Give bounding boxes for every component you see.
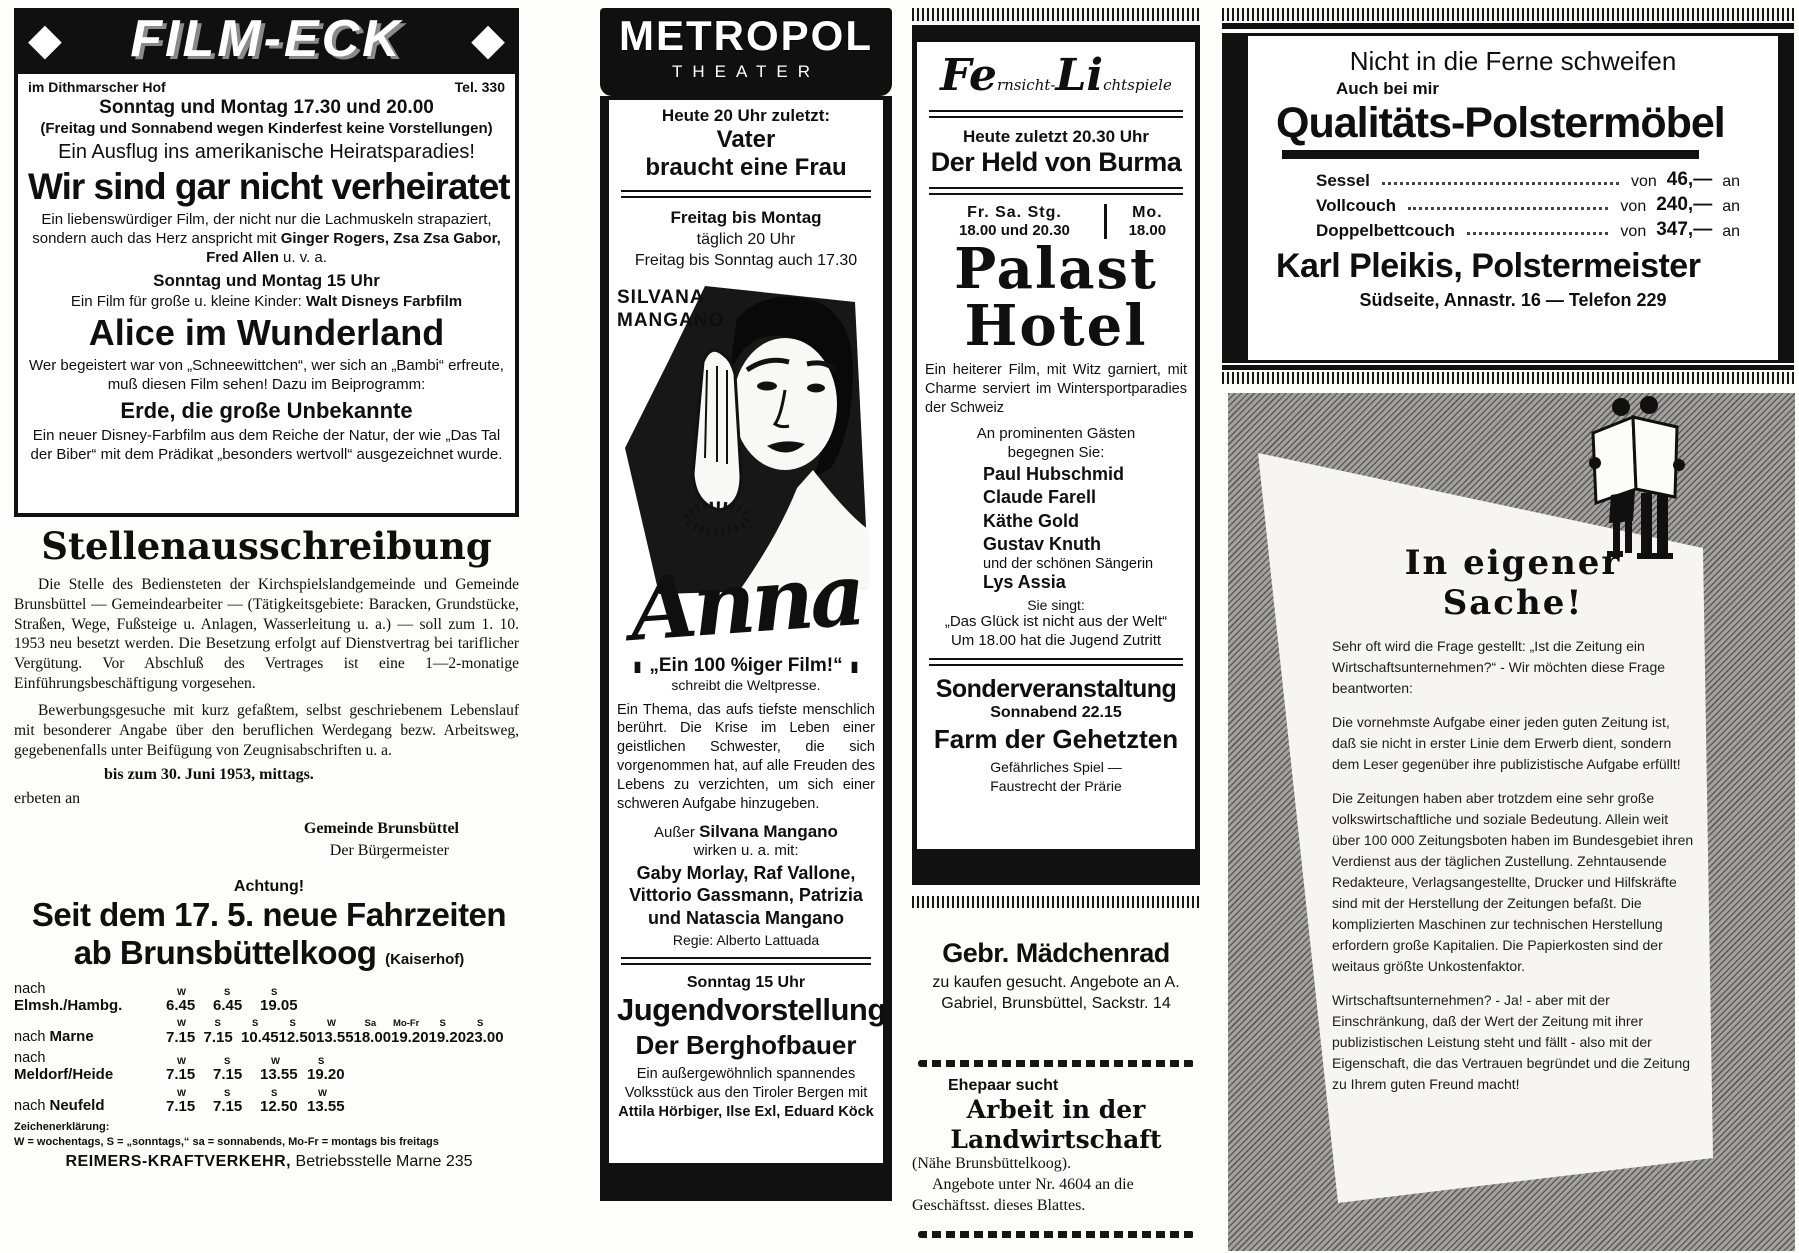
departure-time: 7.15 [166,1098,196,1115]
description-text: Ein außergewöhnlich spannendes Volksstück aus den Tiroler Bergen mit [624,1066,868,1101]
palast-hotel-schedule [925,204,1187,239]
schedule-days-left: Fr. Sa. Stg. [967,204,1062,221]
time-cell [166,988,213,1015]
schedule-day-right: Mo. [1132,204,1163,221]
dot-leader [1467,232,1609,235]
anna-description: Ein Thema, das aufs tiefste menschlich berührt. Die Krise im Leben einer geistlichen Schwester, die sich vorgenommen hat, auf alle Freuden des Lebens zu verzichten, um sich einer schweren Aufgabe hinzugeben. [617,701,875,812]
film-title-hotel: Hotel [964,293,1148,360]
special-event-desc-1: Gefährliches Spiel — [990,759,1122,776]
row-prefix: nach [14,1050,46,1067]
day-tag: W [318,1087,327,1099]
time-cell [204,1019,242,1046]
polstermoebel-ad [1222,33,1794,363]
brand-initial: Li [1055,50,1104,101]
filmeck-note: (Freitag und Sonnabend wegen Kinderfest keine Vorstellungen) [40,120,493,137]
metropol-schedule-1: Freitag bis Montag [670,208,822,228]
description-text: u. v. a. [278,248,327,266]
time-cell [166,1089,213,1116]
day-tag: Mo-Fr [393,1018,420,1030]
price-amount: 347,— [1656,219,1713,240]
press-quote: ▮ „Ein 100 %iger Film!“ ▮ [617,655,875,677]
filmeck-showtime-2: Sonntag und Montag 15 Uhr [153,271,380,291]
anna-cast-line1: Gaby Morlay, Raf Vallone, [636,862,856,883]
metropol-banner [600,8,892,96]
guests-intro-1: An prominenten Gästen [976,424,1136,442]
time-cell [213,1089,260,1116]
star-name-line1: SILVANA [617,286,705,308]
special-event-time: Sonnabend 22.15 [990,704,1122,722]
guests-intro-2: begegnen Sie: [1007,444,1105,462]
fernsicht-ad [912,25,1200,885]
legend-title: Zeichenerklärung: [14,1121,110,1134]
film-title-alice-im-wunderland: Alice im Wunderland [88,312,445,354]
black-rule [1222,23,1794,29]
departure-time: 7.15 [213,1066,243,1084]
press-quote-source: schreibt die Weltpresse. [671,676,821,693]
time-cell [260,1089,307,1116]
timetable-row-neufeld [14,1089,524,1116]
guest-name: Paul Hubschmid [983,463,1125,484]
day-tag: S [289,1018,296,1030]
filmeck-cinema-name: FILM-ECK [130,10,403,68]
day-tag: S [252,1018,259,1030]
carrier-office: Betriebsstelle Marne 235 [291,1152,473,1170]
departure-time: 13.55 [260,1066,298,1084]
departure-time: 7.15 [213,1098,243,1115]
departure-time: 18.00 [353,1028,392,1046]
youth-show-title: Jugendvorstellung [617,992,886,1028]
time-cell [166,1057,213,1084]
farm-ad-offer: Angebote unter Nr. 4604 an die Geschäftsst. dieses Blattes. [912,1176,1134,1214]
schedule-headline-2: ab Brunsbüttelkoog [73,933,377,971]
newspaper-readers-illustration [1583,393,1693,568]
film-title-anna-script: Anna [626,543,865,661]
schedule-footer [14,1153,524,1171]
departure-time: 7.15 [166,1028,196,1046]
metropol-theater-name: METROPOL [619,12,873,59]
dot-leader [1408,207,1608,210]
polster-headline: Qualitäts-Polstermöbel [1276,99,1725,147]
black-rule [1222,365,1794,370]
description-text: Ein liebenswürdiger Film, der nicht nur die Lachmuskeln strapaziert, sondern auch das Herz anspricht mit [32,211,492,247]
departure-time: 19.05 [260,997,298,1015]
row-prefix: nach [14,980,46,997]
row-destination: Meldorf/Heide [14,1066,114,1083]
cast-intro-star: Silvana Mangano [699,821,838,841]
job-title: Stellenausschreibung [41,524,492,568]
day-tag: S [224,986,231,998]
filmeck-showtime: Sonntag und Montag 17.30 und 20.00 [99,97,434,118]
article-paragraph-4: Wirtschaftsunternehmen? - Ja! - aber mit der Einschränkung, daß der Wert der Zeitung mit ihrer publizistischen Leistung steht und fällt - also mit der Eigenschaft, die das Vertrauen begründet und die Zeitung zu Ihrem guten Freund macht! [1332,992,1691,1092]
day-tag: S [224,1055,231,1067]
hatch-divider [1222,372,1794,384]
timetable-row-elmshorn [14,982,524,1014]
in-eigener-sache-article [1332,543,1694,1095]
row-prefix: nach [14,1098,46,1115]
day-tag: S [271,986,278,998]
headline-underline [1282,150,1699,159]
price-amount: 240,— [1656,194,1713,215]
job-signature-mayor: Der Bürgermeister [329,842,449,860]
film-title-der-berghofbauer: Der Berghofbauer [635,1030,857,1061]
intro-bold: Walt Disneys Farbfilm [305,293,463,311]
filmeck-venue: im Dithmarscher Hof [28,79,166,95]
diamond-rule [918,1231,1194,1238]
item-label: Doppelbettcouch [1316,221,1455,240]
film-title-vater-braucht-eine-frau-2: braucht eine Frau [645,153,847,181]
polster-slogan-2: Auch bei mir [1336,79,1439,98]
day-tag: Sa [364,1018,377,1030]
time-cell [466,1019,504,1046]
job-announcement [14,524,519,860]
film-description [28,211,505,267]
day-tag: S [477,1018,484,1030]
bicycle-ad-text: zu kaufen gesucht. Angebote an A. Gabriel, Brunsbüttel, Sackstr. 14 [932,974,1180,1012]
polster-address: Südseite, Annastr. 16 — Telefon 229 [1359,290,1667,310]
film-title-farm-der-gehetzten: Farm der Gehetzten [933,724,1179,755]
job-paragraph-1: Die Stelle des Bediensteten der Kirchspielslandgemeinde und Gemeinde Brunsbüttel — Gemeindearbeiter — (Tätigkeitsgebiete: Baracken, Grundstücke, Straßen, Wege, Fußsteige u. Anlagen, Wasserleitung u. a.) — soll zum 1. 10. 1953 neu besetzt werden. Die Besetzung erfolgt auf Dienstvertrag bei tariflicher Vergütung. Vor Abschluß des Vertrages ist eine 1—2-monatige Einführungsbeschäftigung vorgesehen. [14,576,519,693]
diamond-icon: ◆ [471,15,505,64]
departure-time: 6.45 [166,997,196,1015]
job-erbeten-an: erbeten an [14,790,81,808]
anna-cast-line2: Vittorio Gassmann, Patrizia [629,885,863,906]
price-row-doppelbettcouch [1276,219,1750,241]
brand-initial: Fe [940,50,997,101]
hatch-divider [912,896,1200,908]
hatch-divider [1222,8,1794,21]
hatch-divider [912,8,1200,21]
time-cell [307,1057,354,1084]
time-cell [260,1057,307,1084]
film-description-2: Wer begeistert war von „Schneewittchen“, wer sich an „Bambi“ erfreute, muß diesen Film sehen! Dazu im Beiprogramm: [29,357,504,393]
singer-intro: und der schönen Sängerin [983,556,1154,573]
departure-time: 19.20 [307,1066,345,1084]
metropol-schedule-2: täglich 20 Uhr [696,230,796,248]
departure-time: 7.15 [166,1066,196,1084]
article-paragraph-3: Die Zeitungen haben aber trotzdem eine sehr große volkswirtschaftliche und soziale Bedeutung. Allein weit über 100 000 Zeitungsboten haben im Bundesgebiet ihren Verdienst aus der täglichen Zustellung. Zehntausende Redakteure, Verlagsangestellte, Drucker und Hilfskräfte sind mit der Herstellung der Zeitungen befaßt. Die komplizierten Maschinen zur technischen Herstellung erfordern große Kapitalien. Die Papierkosten sind der weitaus größte Unkostenfaktor. [1332,790,1694,974]
time-cell [354,1019,392,1046]
price-amount: 46,— [1666,169,1713,190]
bicycle-ad-title: Gebr. Mädchenrad [942,938,1170,968]
brand-rest: rnsicht- [996,76,1056,94]
double-rule [929,658,1183,666]
guest-name: Gustav Knuth [983,533,1102,554]
timetable-row-meldorf [14,1051,524,1083]
article-paragraph-1: Sehr oft wird die Frage gestellt: „Ist die Zeitung ein Wirtschaftsunternehmen?“ - Wir möchten diese Frage beantworten: [1332,638,1666,696]
article-paragraph-2: Die vornehmste Aufgabe einer jeden guten Zeitung ist, daß sie nicht in erster Linie dem Erwerb dient, sondern dem Leser gegenüber ihre publizistische Aufgabe erfüllt! [1332,714,1681,772]
fernsicht-showtime-note: Heute zuletzt 20.30 Uhr [962,127,1150,146]
legend-text: W = wochentags, S = „sonntags,“ sa = sonnabends, Mo-Fr = montags bis freitags [14,1135,439,1148]
departure-time: 19.20 [428,1028,467,1046]
price-prefix: von [1630,173,1657,190]
schedule-headline-1: Seit dem 17. 5. neue Fahrzeiten [31,896,507,933]
filmeck-header-banner [14,8,519,70]
farm-work-ad [912,1060,1200,1238]
double-rule [621,957,871,965]
row-destination: Elmsh./Hambg. [14,996,123,1014]
brand-rest: chtspiele [1103,76,1172,94]
price-row-vollcouch [1276,194,1750,216]
guest-name: Käthe Gold [983,510,1080,531]
day-tag: W [271,1055,280,1067]
day-tag: S [318,1055,325,1067]
bus-schedule-ad [14,878,524,1171]
cast-names: Ginger Rogers, Zsa Zsa Gabor, Fred Allen [206,229,501,266]
film-title-vater-braucht-eine-frau-1: Vater [716,126,776,153]
schedule-times-left: 18.00 und 20.30 [958,222,1070,239]
filmeck-ad [14,70,519,517]
day-tag: S [439,1018,446,1030]
star-name-line2: MANGANO [617,310,725,332]
farm-ad-location: (Nähe Brunsbüttelkoog). [912,1155,1072,1172]
time-cell [213,1057,260,1084]
timetable-row-marne [14,1019,524,1046]
price-suffix: an [1722,223,1740,240]
polster-owner: Karl Pleikis, Polstermeister [1276,247,1701,285]
time-cell [307,1089,354,1116]
schedule-time-right: 18.00 [1128,222,1167,239]
time-cell [260,988,307,1015]
day-tag: W [177,1055,186,1067]
carrier-name: REIMERS-KRAFTVERKEHR, [65,1152,292,1170]
day-tag: W [177,1087,186,1099]
double-rule [929,187,1183,195]
director-credit: Regie: Alberto Lattuada [672,932,820,949]
time-cell [316,1019,354,1046]
day-tag: S [224,1087,231,1099]
double-rule [929,110,1183,118]
row-destination: Neufeld [49,1097,105,1115]
readers-icon [1583,393,1693,563]
intro-text: Ein Film für große u. kleine Kinder: [70,293,306,311]
timetable [14,982,524,1115]
item-label: Sessel [1316,171,1370,190]
departure-time: 10.45 [241,1028,279,1046]
farm-ad-intro: Ehepaar sucht [948,1077,1059,1094]
time-cell [391,1019,429,1046]
cast-intro-rest: wirken u. a. mit: [693,841,799,859]
article-title: In eigener Sache! [1404,543,1622,623]
anna-cast-line3: und Natascia Mangano [647,907,845,928]
guest-name: Claude Farell [983,487,1097,508]
diamond-rule [918,1060,1194,1067]
departure-time: 13.55 [307,1098,345,1115]
time-cell [241,1019,279,1046]
film-title-palast: Palast [954,236,1158,302]
time-cell [429,1019,467,1046]
special-event-title: Sonderveranstaltung [935,675,1177,704]
price-suffix: an [1722,173,1740,190]
vertical-divider [1104,204,1107,239]
job-deadline: bis zum 30. Juni 1953, mittags. [104,766,314,784]
item-label: Vollcouch [1316,196,1396,215]
special-event-desc-2: Faustrecht der Prärie [990,777,1122,794]
film-title-wir-sind-gar-nicht-verheiratet: Wir sind gar nicht verheiratet [28,166,510,207]
metropol-schedule-3: Freitag bis Sonntag auch 17.30 [634,251,858,269]
job-signature-entity: Gemeinde Brunsbüttel [303,820,459,838]
price-prefix: von [1620,223,1647,240]
song-title: „Das Glück ist nicht aus der Welt“ [944,613,1168,631]
farm-ad-title-1: Arbeit in der [966,1095,1146,1124]
kids-film-intro [28,293,505,310]
film-title-der-held-von-burma: Der Held von Burma [930,147,1182,177]
youth-cast: Attila Hörbiger, Ilse Exl, Eduard Köck [618,1103,874,1120]
job-paragraph-2: Bewerbungsgesuche mit kurz gefaßtem, selbst geschriebenem Lebenslauf mit besonderer Angabe über den beruflichen Werdegang bezw. Arbeitsweg, gegebenenfalls unter Beifügung von Zeugnisabschriften u. a. [14,701,519,759]
polster-slogan: Nicht in die Ferne schweifen [1349,46,1677,76]
filmeck-phone: Tel. 330 [454,79,505,95]
fernsicht-cinema-name [925,50,1187,101]
time-cell [166,1019,204,1046]
row-prefix: nach [14,1029,46,1046]
bicycle-wanted-ad [912,938,1200,1015]
day-tag: W [177,986,186,998]
schedule-headline-small: (Kaiserhof) [385,950,465,968]
palast-hotel-description: Ein heiterer Film, mit Witz garniert, mit Charme serviert im Wintersportparadies der Schweiz [925,362,1187,416]
film-title-erde-die-grosse-unbekannte: Erde, die große Unbekannte [120,397,413,423]
attention-label: Achtung! [233,878,305,895]
film-description-3: Ein neuer Disney-Farbfilm aus dem Reiche der Natur, der wie „Das Tal der Biber“ mit dem Prädikat „besonders wertvoll“ ausgezeichnet wurde. [30,426,503,463]
double-rule [621,190,871,198]
departure-time: 6.45 [213,997,243,1015]
day-tag: W [177,1018,186,1030]
day-tag: S [271,1087,278,1099]
departure-time: 12.50 [260,1098,298,1115]
price-row-sessel [1276,169,1750,191]
time-cell [279,1019,317,1046]
departure-time: 13.55 [316,1028,354,1046]
diamond-icon: ◆ [28,15,62,64]
dot-leader [1382,182,1619,185]
metropol-ad [600,96,892,1201]
price-prefix: von [1620,198,1647,215]
in-eigener-sache-box [1228,393,1795,1251]
departure-time: 23.00 [466,1028,504,1046]
youth-show-time: Sonntag 15 Uhr [686,974,806,992]
price-suffix: an [1722,198,1740,215]
time-cell [213,988,260,1015]
departure-time: 19.20 [391,1028,429,1046]
departure-time: 12.50 [278,1028,317,1046]
metropol-showtime-note: Heute 20 Uhr zuletzt: [661,106,831,125]
day-tag: W [327,1018,336,1030]
sings-label: Sie singt: [1027,597,1085,614]
cast-intro: Außer [654,823,700,841]
youth-show-description [617,1065,875,1122]
youth-admission-note: Um 18.00 hat die Jugend Zutritt [950,632,1162,650]
departure-time: 7.15 [203,1028,233,1046]
filmeck-tagline: Ein Ausflug ins amerikanische Heiratsparadies! [58,141,475,163]
metropol-theater-sub: THEATER [671,62,821,81]
row-destination: Marne [49,1028,94,1046]
day-tag: S [214,1018,221,1030]
farm-ad-title-2: Landwirtschaft [950,1125,1162,1154]
singer-name: Lys Assia [983,572,1066,593]
